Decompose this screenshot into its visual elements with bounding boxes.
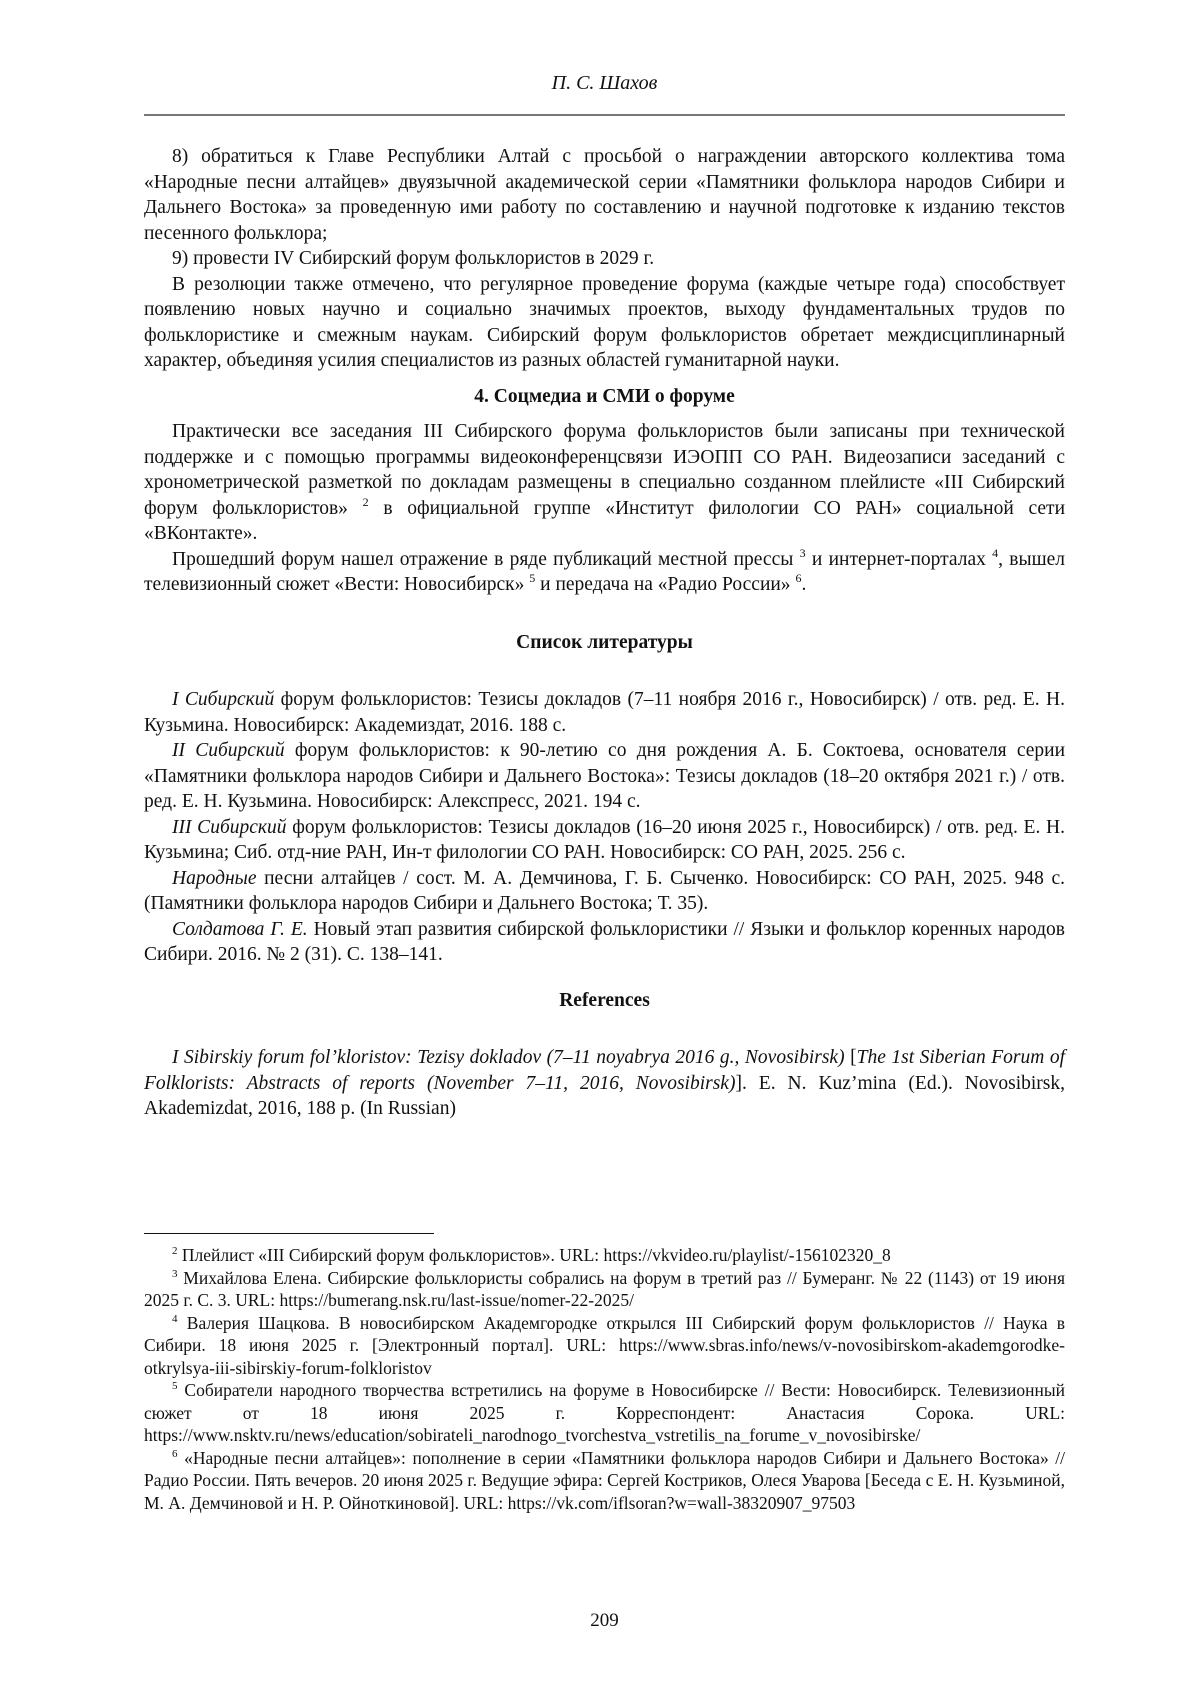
footnote-ref[interactable]: 3 xyxy=(799,545,806,560)
references-heading: References xyxy=(559,989,650,1011)
bibliography-entry: Солдатова Г. Е. Новый этап развития сибирской фольклористики // Языки и фольклор коренных народов Сибири. 2016. № 2 (31). С. 138–141. xyxy=(144,918,1065,965)
footnote-ref[interactable]: 4 xyxy=(992,545,999,560)
footnote-ref[interactable]: 6 xyxy=(795,571,802,585)
bibliography-entry: Народные песни алтайцев / сост. М. А. Демчинова, Г. Б. Сыченко. Новосибирск: СО РАН, 2025. 948 с. (Памятники фольклора народов Сибири и Дальнего Востока; Т. 35). xyxy=(144,867,1065,914)
bibliography-entry: I Сибирский форум фольклористов: Тезисы докладов (7–11 ноября 2016 г., Новосибирск) / отв. ред. Е. Н. Кузьмина. Новосибирск: Академиздат, 2016. 188 с. xyxy=(144,689,1065,736)
footnote: $^5$ Собиратели народного творчества встретились на форуме в Новосибирске // Вести: Новосибирск. Телевизионный сюжет от 18 июня 2025 г. Корреспондент: Анастасия Сорока. URL: https://www.nsktv.ru/news/education/sobirateli_narodnogo_tvorchestva_vstretilis_na_forume_v_novosibirske/ xyxy=(144,1380,1065,1445)
running-title: П. С. Шахов xyxy=(551,72,658,94)
references-entry: I Sibirskiy forum fol’kloristov: Tezisy dokladov (7–11 noyabrya 2016 g., Novosibirsk) [The 1st Siberian Forum of Folklorists: Abstracts of reports (November 7–11, 2016, Novosibirsk)]. E. N. Kuz’mina (Ed.). Novosibirsk, Akademizdat, 2016, 188 p. (In Russian) xyxy=(144,1047,1065,1119)
footnote-number: 2 xyxy=(172,1245,178,1257)
resolution-note: В резолюции также отмечено, что регулярное проведение форума (каждые четыре года) способствует появлению новых научно и социально значимых проектов, выходу фундаментальных трудов по фольклористике и смежным наукам. Сибирский форум фольклористов обретает междисциплинарный характер, объединяя усилия специалистов из разных областей гуманитарной науки. xyxy=(144,273,1065,371)
bibliography-entry: III Сибирский форум фольклористов: Тезисы докладов (16–20 июня 2025 г., Новосибирск) / отв. ред. Е. Н. Кузьмина; Сиб. отд-ние РАН, Ин-т филологии СО РАН. Новосибирск: СО РАН, 2025. 256 с. xyxy=(144,816,1065,863)
header-rule xyxy=(144,114,1065,116)
bibliography-entry: II Сибирский форум фольклористов: к 90-летию со дня рождения А. Б. Соктоева, основателя серии «Памятники фольклора народов Сибири и Дальнего Востока»: Тезисы докладов (18–20 октября 2021 г.) / отв. ред. Е. Н. Кузьмина. Новосибирск: Алекспресс, 2021. 194 с. xyxy=(144,740,1066,812)
paragraph: Практически все заседания III Сибирского форума фольклористов были записаны при технической поддержке и с помощью программы видеоконференцсвязи ИЭОПП СО РАН. Видеозаписи заседаний с хронометрической разметкой по докладам размещены в специально созданном плейлисте «III Сибирский форум фольклористов» $^2$ в официальной группе «Институт филологии СО РАН» социальной сети «ВКонтакте». xyxy=(144,421,1066,544)
paragraph: Прошедший форум нашел отражение в ряде публикаций местной прессы $^3$ и интернет-порталах $^4$, вышел телевизионный сюжет «Вести: Новосибирск» $^5$ и передача на «Радио России» $^6$. xyxy=(144,545,1065,595)
section-heading: 4. Соцмедиа и СМИ о форуме xyxy=(474,385,735,407)
footnote: $^6$ «Народные песни алтайцев»: пополнение в серии «Памятники фольклора народов Сибири и Дальнего Востока» // Радио России. Пять вечеров. 20 июня 2025 г. Ведущие эфира: Сергей Костриков, Олеся Уварова [Беседа с Е. Н. Кузьминой, М. А. Демчиновой и Н. Р. Ойноткиновой]. URL: https://vk.com/iflsoran?w=wall-38320907_97503 xyxy=(144,1447,1065,1513)
bibliography-heading: Список литературы xyxy=(516,631,693,653)
resolution-item: 8) обратиться к Главе Республики Алтай с просьбой о награждении авторского коллектива тома «Народные песни алтайцев» двуязычной академической серии «Памятники фольклора народов Сибири и Дальнего Востока» за проведенную ими работу по составлению и научной подготовке к изданию текстов песенного фольклора; xyxy=(144,146,1065,244)
page-number: 209 xyxy=(590,1610,619,1631)
footnote: $^4$ Валерия Шацкова. В новосибирском Академгородке открылся III Сибирский форум фольклористов // Наука в Сибири. 18 июня 2025 г. [Электронный портал]. URL: https://www.sbras.info/news/v-novosibirskom-akademgorodke-otkrylsya-iii-sibirskiy-forum-folkloristov xyxy=(144,1312,1065,1378)
footnote: $^2$ Плейлист «III Сибирский форум фольклористов». URL: https://vkvideo.ru/playlist/-156102320_8 xyxy=(172,1245,891,1265)
footnote-number: 5 xyxy=(172,1380,178,1392)
main-text xyxy=(144,144,1065,1122)
footnote-number: 6 xyxy=(172,1447,178,1460)
footnotes xyxy=(144,1244,1065,1514)
resolution-item: 9) провести IV Сибирский форум фольклористов в 2029 г. xyxy=(172,248,655,269)
footnote: $^3$ Михайлова Елена. Сибирские фольклористы собрались на форум в третий раз // Бумеранг. № 22 (1143) от 19 июня 2025 г. С. 3. URL: https://bumerang.nsk.ru/last-issue/nomer-22-2025/ xyxy=(144,1267,1065,1310)
footnote-ref[interactable]: 5 xyxy=(529,571,536,585)
footnote-number: 3 xyxy=(172,1267,178,1280)
footnote-number: 4 xyxy=(172,1312,178,1325)
footnote-ref[interactable]: 2 xyxy=(362,494,369,509)
footnote-rule xyxy=(144,1233,434,1234)
